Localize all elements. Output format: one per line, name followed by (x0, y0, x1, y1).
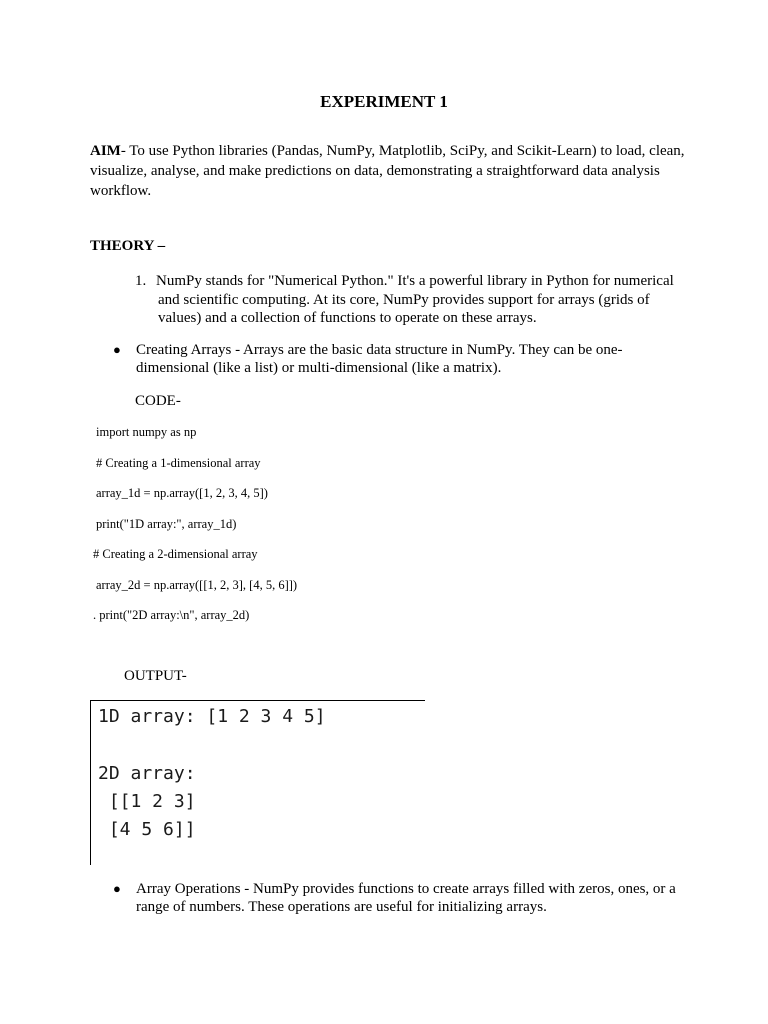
page-title: EXPERIMENT 1 (320, 92, 448, 111)
code-line: # Creating a 1-dimensional array (96, 456, 261, 470)
bullet-item-creating-arrays (113, 341, 693, 377)
bullet-icon: ● (113, 342, 121, 357)
bullet-item-array-operations (113, 880, 693, 916)
list-item-continuation: and scientific computing. At its core, NumPy provides support for arrays (grids of values) and a collection of functions to operate on these arrays. (158, 291, 650, 326)
code-line: array_1d = np.array([1, 2, 3, 4, 5]) (96, 486, 268, 500)
output-line: [[1 2 3] (98, 791, 196, 812)
code-line: . print("2D array:\n", array_2d) (93, 608, 250, 622)
aim-text: - To use Python libraries (Pandas, NumPy, Matplotlib, SciPy, and Scikit-Learn) to load, clean, visualize, analyse, and make predictions on data, demonstrating a straightforward data analysis workflow. (90, 143, 685, 199)
code-line: print("1D array:", array_1d) (96, 517, 237, 531)
output-screenshot (90, 700, 425, 865)
numbered-list-item (135, 272, 685, 328)
code-label: CODE- (135, 393, 181, 409)
aim-paragraph (90, 141, 690, 201)
bullet-icon: ● (113, 881, 121, 896)
code-line: import numpy as np (96, 425, 197, 439)
bullet-text: Creating Arrays - Arrays are the basic data structure in NumPy. They can be one-dimensional (like a list) or multi-dimensional (like a matrix). (136, 342, 623, 376)
aim-label: AIM (90, 143, 121, 159)
list-item-first-line: NumPy stands for "Numerical Python." It's a powerful library in Python for numerical (156, 273, 674, 289)
code-line: array_2d = np.array([[1, 2, 3], [4, 5, 6]]) (96, 578, 298, 592)
theory-heading: THEORY – (90, 238, 166, 254)
bullet-text: Array Operations - NumPy provides functions to create arrays filled with zeros, ones, or a range of numbers. These operations are useful for initializing arrays. (136, 881, 676, 915)
output-label: OUTPUT- (124, 668, 187, 684)
output-line: 1D array: [1 2 3 4 5] (98, 706, 326, 727)
output-line: [4 5 6]] (98, 819, 196, 840)
list-number: 1. (135, 273, 147, 289)
output-line: 2D array: (98, 763, 196, 784)
code-line: # Creating a 2-dimensional array (93, 547, 258, 561)
